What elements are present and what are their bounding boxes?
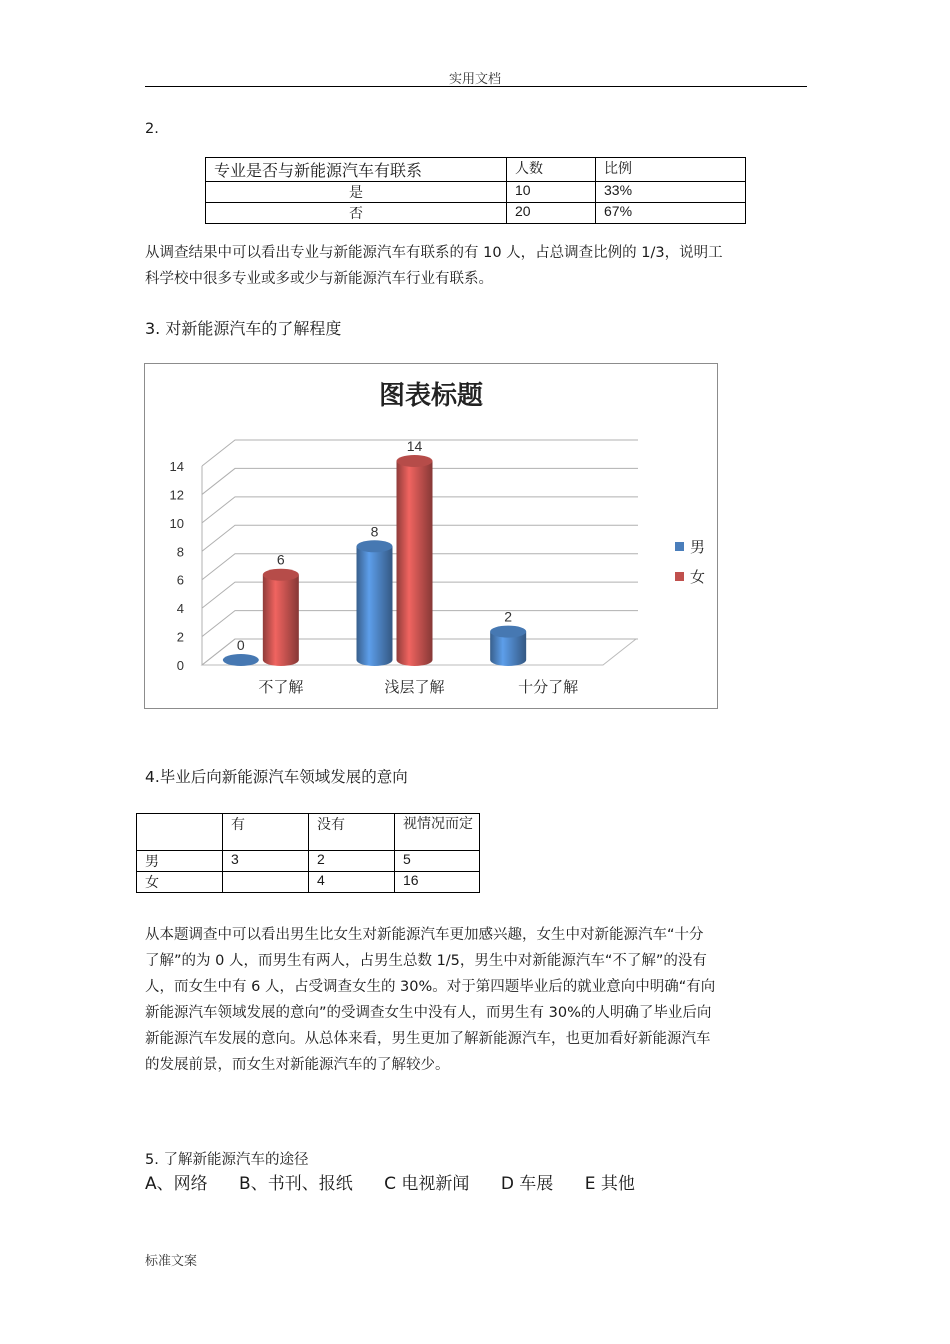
paragraph-line: 新能源汽车领域发展的意向”的受调查女生中没有人，而男生有 30%的人明确了毕业后向: [145, 1005, 712, 1021]
legend-label: 男: [690, 539, 706, 556]
section-4-paragraph: [145, 922, 810, 1078]
table-cell: 是: [206, 182, 507, 203]
y-tick-label: 14: [169, 459, 184, 474]
table-cell: 16: [395, 872, 480, 893]
y-tick-label: 6: [176, 572, 184, 588]
table-cell: 男: [137, 851, 223, 872]
table-row: [206, 182, 746, 203]
legend-label: 女: [690, 569, 706, 586]
section-2-number: 2.: [145, 121, 159, 137]
bar-女: [397, 461, 433, 666]
x-tick-label: 不了解: [258, 679, 304, 696]
data-label: 0: [236, 637, 245, 653]
table-cell: 4: [309, 872, 395, 893]
y-tick-label: 0: [176, 658, 184, 673]
table-header-cell: 没有: [309, 814, 395, 851]
table-row: [137, 872, 480, 893]
page-footer: 标准文案: [145, 1254, 198, 1269]
table-cell: 33%: [596, 182, 746, 203]
bar-top-男: [223, 654, 259, 666]
data-label: 6: [276, 551, 285, 568]
paragraph-line: 新能源汽车发展的意向。从总体来看，男生更加了解新能源汽车，也更加看好新能源汽车: [145, 1031, 711, 1047]
bar-top-男: [490, 626, 526, 638]
intention-table: [136, 813, 480, 893]
data-label: 14: [406, 438, 423, 454]
option-e: E 其他: [584, 1174, 635, 1194]
table-header-cell: 有: [223, 814, 309, 851]
table-row: [206, 203, 746, 224]
paragraph-line: 人，而女生中有 6 人，占受调查女生的 30%。对于第四题毕业后的就业意向中明确“有向: [145, 979, 716, 995]
bar-top-女: [397, 455, 433, 467]
bar-chart: [145, 364, 717, 708]
paragraph-line: 的发展前景，而女生对新能源汽车的了解较少。: [145, 1057, 450, 1073]
channel-options: [145, 1171, 661, 1197]
table-cell: 女: [137, 872, 223, 893]
paragraph-line: 科学校中很多专业或多或少与新能源汽车行业有联系。: [145, 271, 493, 287]
bar-top-男: [357, 540, 393, 552]
y-tick-label: 2: [176, 629, 184, 645]
data-label: 8: [370, 523, 379, 540]
table-cell: 20: [507, 203, 596, 224]
table-header-cell: 比例: [596, 158, 746, 182]
table-header-cell: 人数: [507, 158, 596, 182]
page-header: 实用文档: [448, 72, 501, 87]
section-5-title: 5. 了解新能源汽车的途径: [145, 1152, 309, 1168]
x-tick-label: 十分了解: [518, 679, 579, 696]
table-cell: 3: [223, 851, 309, 872]
legend-swatch: [675, 542, 684, 551]
data-label: 2: [504, 608, 513, 625]
y-tick-label: 12: [169, 487, 184, 503]
option-c: C 电视新闻: [384, 1174, 470, 1194]
y-tick-label: 8: [176, 544, 184, 560]
major-relation-table: [205, 157, 746, 224]
chart-title: 图表标题: [378, 380, 484, 410]
paragraph-line: 了解”的为 0 人，而男生有两人，占男生总数 1/5，男生中对新能源汽车“不了解”的没有: [145, 953, 707, 969]
table-header-row: [137, 814, 480, 851]
table-header-cell: 视情况而定: [395, 814, 480, 851]
bar-男: [357, 546, 393, 666]
option-a: A、网络: [145, 1174, 208, 1194]
section-4-title: 4.毕业后向新能源汽车领域发展的意向: [145, 768, 408, 786]
bar-top-女: [263, 569, 299, 581]
table-cell: 2: [309, 851, 395, 872]
table-cell: 否: [206, 203, 507, 224]
option-b: B、书刊、报纸: [239, 1174, 353, 1194]
section-3-title: 3. 对新能源汽车的了解程度: [145, 319, 342, 338]
table-cell: 10: [507, 182, 596, 203]
table-row: [137, 851, 480, 872]
y-tick-label: 10: [169, 515, 184, 531]
table-cell: 67%: [596, 203, 746, 224]
x-tick-label: 浅层了解: [384, 679, 445, 696]
y-tick-label: 4: [176, 601, 184, 617]
paragraph-line: 从本题调查中可以看出男生比女生对新能源汽车更加感兴趣，女生中对新能源汽车“十分: [145, 927, 704, 943]
paragraph-line: 从调查结果中可以看出专业与新能源汽车有联系的有 10 人，占总调查比例的 1/3，说明工: [145, 245, 723, 261]
table-cell: [223, 872, 309, 893]
table-header-row: [206, 158, 746, 182]
table-cell: 5: [395, 851, 480, 872]
header-rule: [145, 86, 807, 87]
bar-女: [263, 575, 299, 666]
legend-swatch: [675, 572, 684, 581]
chart-frame: [144, 363, 718, 709]
option-d: D 车展: [500, 1174, 554, 1194]
table-header-cell: [137, 814, 223, 851]
table-header-cell: 专业是否与新能源汽车有联系: [206, 158, 507, 182]
section-2-paragraph: [145, 240, 810, 292]
